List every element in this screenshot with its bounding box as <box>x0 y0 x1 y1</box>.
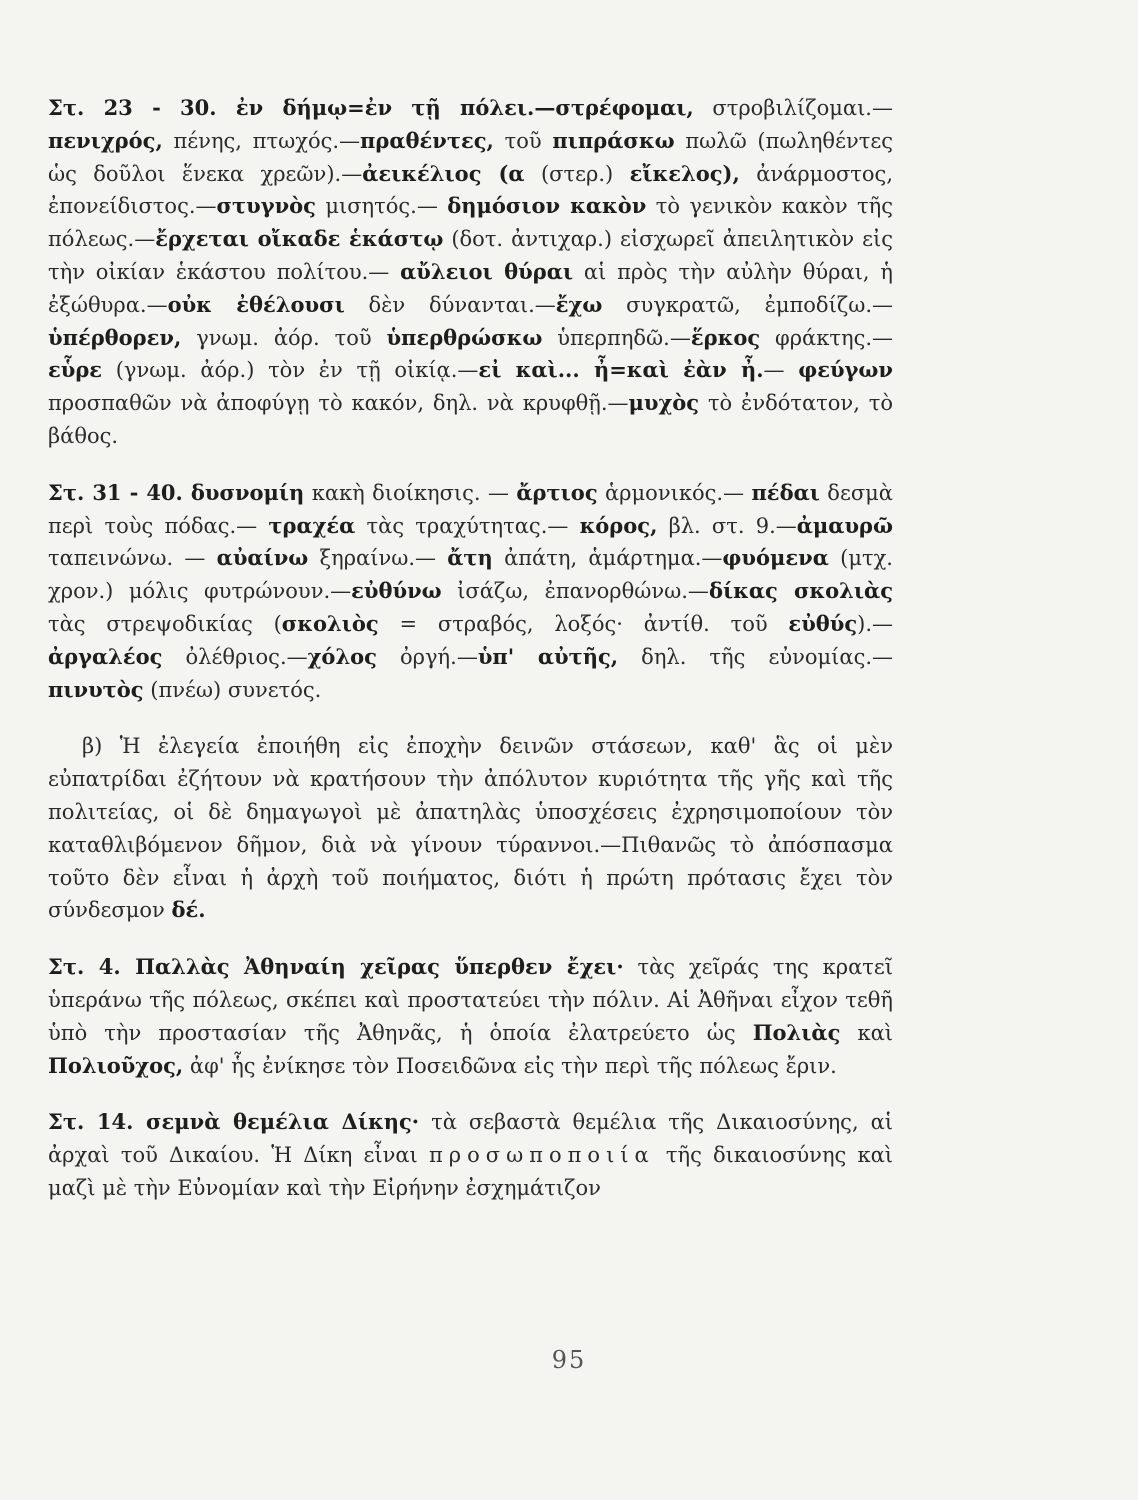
page-number: 95 <box>551 1346 587 1374</box>
commentary-verse-14: Στ. 14. σεμνὰ θεμέλια Δίκης· τὰ σεβαστὰ θεμέλια τῆς Δικαιοσύνης, αἱ ἀρχαὶ τοῦ Δικαίου. Ἡ Δίκη εἶναι προσωποποιία τῆς δικαιοσύνης καὶ μαζὶ μὲ τὴν Εὐνομίαν καὶ τὴν Εἰρήνην ἐσχημάτιζον <box>48 1109 894 1200</box>
commentary-verses-23-30: Στ. 23 - 30. ἐν δήμῳ=ἐν τῇ πόλει.—στρέφομαι, στροβιλίζομαι.—πενιχρός, πένης, πτωχός.—πραθέντες, τοῦ πιπράσκω πωλῶ (πωληθέντες ὡς δοῦλοι ἕνεκα χρεῶν).—ἀεικέλιος (α (στερ.) εἴκελος), ἀνάρμοστος, ἐπονείδιστος.—στυγνὸς μισητός.— δημόσιον κακὸν τὸ γενικὸν κακὸν τῆς πόλεως.—ἔρχεται οἴκαδε ἑκάστῳ (δοτ. ἀντιχαρ.) εἰσχωρεῖ ἀπειλητικὸν εἰς τὴν οἰκίαν ἑκάστου πολίτου.— αὔλειοι θύραι αἱ πρὸς τὴν αὐλὴν θύραι, ἡ ἐξώθυρα.—οὐκ ἐθέλουσι δὲν δύνανται.—ἔχω συγκρατῶ, ἐμποδίζω.—ὑπέρθορεν, γνωμ. ἀόρ. τοῦ ὑπερθρώσκω ὑπερπηδῶ.—ἕρκος φράκτης.—εὗρε (γνωμ. ἀόρ.) τὸν ἐν τῇ οἰκίᾳ.—εἰ καὶ... ἦ=καὶ ἐὰν ἦ.— φεύγων προσπαθῶν νὰ ἀποφύγῃ τὸ κακόν, δηλ. νὰ κρυφθῇ.—μυχὸς τὸ ἐνδότατον, τὸ βάθος. <box>48 95 894 448</box>
commentary-verse-4: Στ. 4. Παλλὰς Ἀθηναίη χεῖρας ὕπερθεν ἔχει· τὰς χεῖράς της κρατεῖ ὑπεράνω τῆς πόλεως, σκέπει καὶ προστατεύει τὴν πόλιν. Αἱ Ἀθῆναι εἶχον τεθῆ ὑπὸ τὴν προστασίαν τῆς Ἀθηνᾶς, ἡ ὁποία ἐλατρεύετο ὡς Πολιὰς καὶ Πολιοῦχος, ἀφ' ἧς ἐνίκησε τὸν Ποσειδῶνα εἰς τὴν περὶ τῆς πόλεως ἔριν. <box>48 954 894 1078</box>
commentary-section-beta: β) Ἡ ἐλεγεία ἐποιήθη εἰς ἐποχὴν δεινῶν στάσεων, καθ' ἃς οἱ μὲν εὐπατρίδαι ἐζήτουν νὰ κρατήσουν τὴν ἀπόλυτον κυριότητα τῆς γῆς καὶ τῆς πολιτείας, οἱ δὲ δημαγωγοὶ μὲ ἀπατηλὰς ὑποσχέσεις ἐχρησιμοποίουν τὸν καταθλιβόμενον δῆμον, διὰ νὰ γίνουν τύραννοι.—Πιθανῶς τὸ ἀπόσπασμα τοῦτο δὲν εἶναι ἡ ἀρχὴ τοῦ ποιήματος, διότι ἡ πρώτη πρότασις ἔχει τὸν σύνδεσμον δέ. <box>48 734 893 923</box>
page-body <box>48 92 893 1205</box>
commentary-verses-31-40: Στ. 31 - 40. δυσνομίη κακὴ διοίκησις. — ἄρτιος ἁρμονικός.— πέδαι δεσμὰ περὶ τοὺς πόδας.— τραχέα τὰς τραχύτητας.— κόρος, βλ. στ. 9.—ἀμαυρῶ ταπεινώνω. — αὐαίνω ξηραίνω.— ἄτη ἀπάτη, ἁμάρτημα.—φυόμενα (μτχ. χρον.) μόλις φυτρώνουν.—εὐθύνω ἰσάζω, ἐπανορθώνω.—δίκας σκολιὰς τὰς στρεψοδικίας (σκολιὸς = στραβός, λοξός· ἀντίθ. τοῦ εὐθύς).—ἀργαλέος ὀλέθριος.—χόλος ὀργή.—ὑπ' αὐτῆς, δηλ. τῆς εὐνομίας.— πινυτὸς (πνέω) συνετός. <box>48 479 894 702</box>
